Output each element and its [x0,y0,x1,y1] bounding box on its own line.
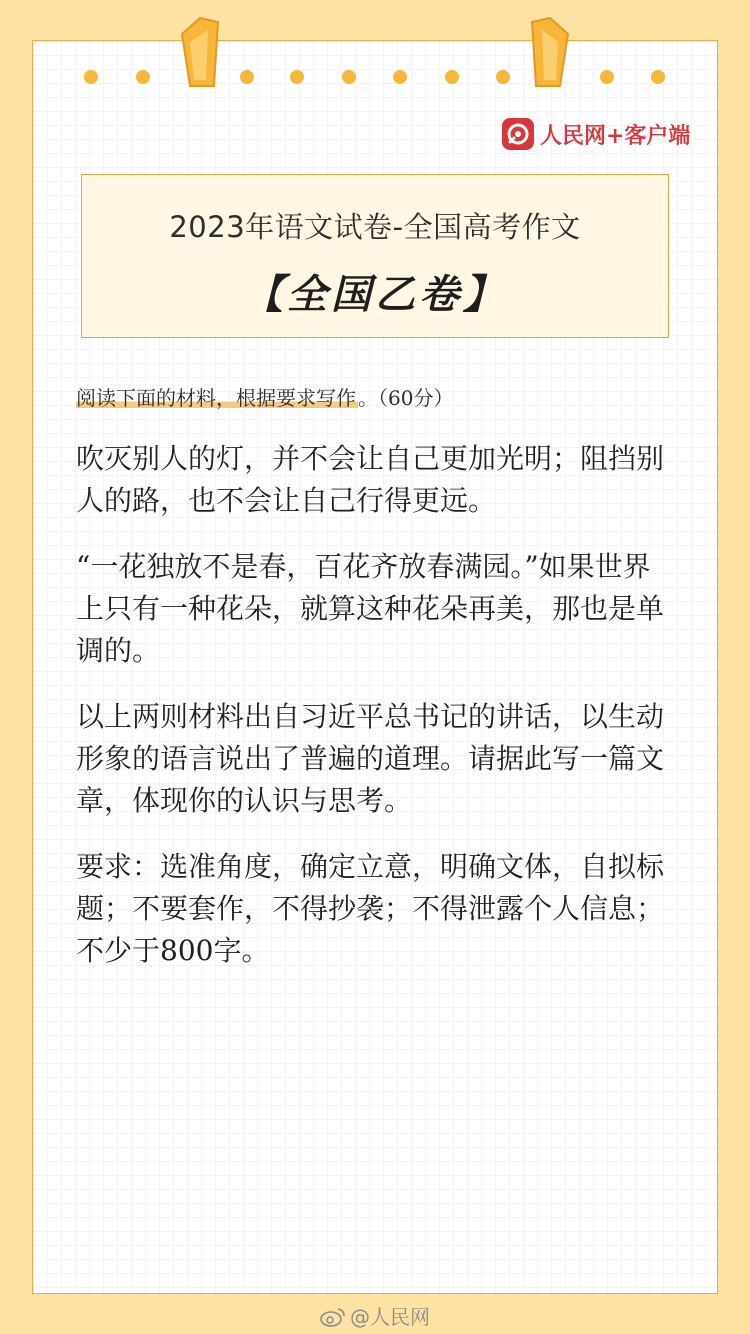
binder-hole [651,70,665,84]
title-box [81,174,669,338]
binder-hole [136,70,150,84]
binder-hole [84,70,98,84]
exam-paper-title: 【全国乙卷】 [243,272,507,318]
paragraph: “一花独放不是春，百花齐放春满园。”如果世界上只有一种花朵，就算这种花朵再美，那也是单调的。 [76,550,665,667]
paragraph: 吹灭别人的灯，并不会让自己更加光明；阻挡别人的路，也不会让自己行得更远。 [76,442,665,517]
page-title: 2023年语文试卷-全国高考作文 [169,210,581,244]
binder-hole [290,70,304,84]
paragraph: 以上两则材料出自习近平总书记的讲话，以生动形象的语言说出了普遍的道理。请据此写一篇文章，体现你的认识与思考。 [76,700,665,817]
binder-hole [240,70,254,84]
instruction-highlight: 阅读下面的材料，根据要求写作 [76,386,356,410]
binder-hole [445,70,459,84]
binder-hole [342,70,356,84]
paper-clip-left-icon [178,16,222,88]
instruction-line [76,382,453,411]
people-daily-logo-icon [502,118,534,150]
essay-prompt-content [76,438,676,996]
binder-hole [496,70,510,84]
paragraph: 要求：选准角度，确定立意，明确文体，自拟标题；不要套作，不得抄袭；不得泄露个人信息；不少于800字。 [76,850,665,967]
footer-watermark [0,1301,750,1330]
paper-clip-right-icon [528,16,572,88]
instruction-score: 。（60分） [358,386,454,410]
binder-hole [393,70,407,84]
watermark-text: @人民网 [350,1305,430,1329]
brand-logo-text: 人民网+客户端 [540,122,691,149]
weibo-icon [320,1307,346,1327]
binder-hole [600,70,614,84]
brand-logo [502,117,690,151]
